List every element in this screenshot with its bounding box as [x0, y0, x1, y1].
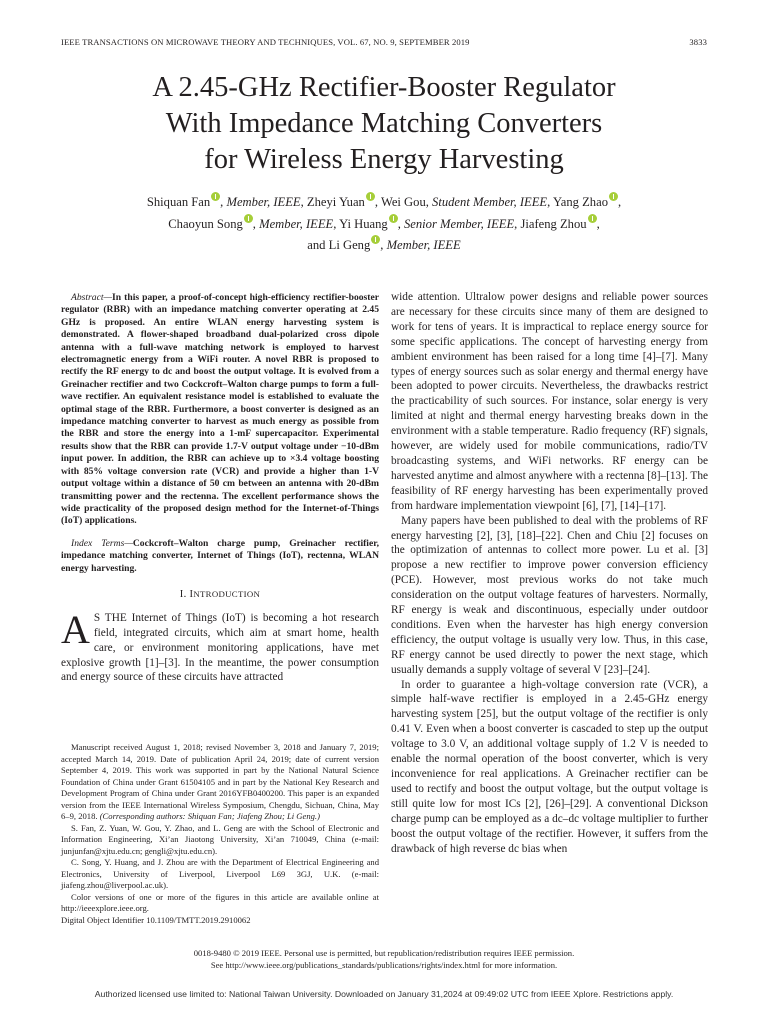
title-line-2: With Impedance Matching Converters [165, 108, 603, 139]
author-name: Yi Huang [339, 216, 388, 231]
body-paragraph: Many papers have been published to deal with the problems of RF energy harvesting [2], [3], [18]–[22]. Chen and Chiu [2] focuses on the optimization of antennas to collect more power. Lu et al. [3] propose a new rectifier to improve power conversion efficiency (PCE). However, most previous works do not take much consideration on the output voltage features of harvesters. Normally, RF energy is weak and discontinuous, especially under outdoor conditions. Even when the harvester has high energy conversion efficiency, the output voltage is usually very low. Thus, in this case, RF energy cannot be used directly to power the next stage, which usually demands a supply voltage of several V [23]–[24]. [391, 514, 708, 676]
abstract [61, 292, 379, 528]
intro-text: Internet of Things (IoT) is becoming a hot research field, integrated circuits, which aim at smart home, health care, or environment monitoring applications, have met explosive growth [1]–[3]. In the meantime, the power consumption and energy source of these circuits have attracted [61, 611, 379, 684]
paper-title [40, 70, 728, 178]
author-role: Student Member, IEEE [432, 195, 548, 209]
orcid-icon[interactable] [371, 235, 380, 244]
left-column [61, 290, 379, 685]
orcid-icon[interactable] [389, 214, 398, 223]
author-role: Member, IEEE [259, 216, 334, 231]
author-role: Senior Member, IEEE [404, 216, 515, 231]
intro-first-word: S THE [93, 611, 127, 624]
index-terms [61, 538, 379, 575]
author-name: Shiquan Fan [146, 195, 211, 209]
abstract-lead: Abstract— [71, 292, 113, 303]
footnote-affiliation: C. Song, Y. Huang, and J. Zhou are with the Department of Electrical Engineering and Electronics, University of Liverpool, Liverpool L69 3GJ, U.K. (e-mail: jiafeng.zhou@liverpool.ac.uk). [61, 857, 379, 890]
author-list: Shiquan Fan , Member, IEEE, Zheyi Yuan , Wei Gou, Student Member, IEEE, Yang Zhao , Chaoyun Song , Member, IEEE, Yi Huang , Senior Member, IEEE, Jiafeng Zhou , and Li Geng , Member, IEEE [80, 192, 688, 257]
title-line-1: A 2.45-GHz Rectifier-Booster Regulator [152, 72, 616, 103]
author-name: Chaoyun Song [168, 216, 243, 231]
body-paragraph: In order to guarantee a high-voltage conversion rate (VCR), a simple half-wave rectifier is employed in a 2.45-GHz energy harvesting system [25], but the output voltage of the rectifier is only 0.41 V. Even when a boost converter is cascaded to step up the output voltage to 3.0 V, an additional voltage supply of 1.2 V is needed to enable the normal operation of the boost converter, which is very inconvenience for real applications. A Greinacher rectifier can be used to rectify and boost the output voltage, but the output voltage is still quite low for most ICs [2], [26]–[29]. A conventional Dickson charge pump can be employed as a dc–dc voltage multiplier to further boost the output voltage of the rectifier. However, it suffers from the drawback of high reverse dc bias when [391, 678, 708, 855]
section-heading [61, 587, 379, 603]
page-number: 3833 [689, 37, 707, 47]
orcid-icon[interactable] [244, 214, 253, 223]
abstract-text: In this paper, a proof-of-concept high-efficiency rectifier-booster regulator (RBR) with an impedance matching converter operating at 2.45 GHz is proposed. An entire WLAN energy harvesting system is demonstrated. A flower-shaped broadband dual-polarized cross dipole antenna with a full-wave matching network is employed to harvest electromagnetic energy from a WiFi router. A novel RBR is proposed to rectify the RF energy to dc and boost the output voltage. It is evolved from a Greinacher rectifier and two Cockcroft–Walton charge pumps to form a full-wave rectifier. An equivalent resistance model is established to evaluate the optimal stage of the RBR. Furthermore, a boost converter is designed as an impedance matching converter to harvest as much energy as possible from the RBR and store the energy into a 1-mF supercapacitor. Experimental results show that the RBR can provide 1.7-V output voltage under −10-dBm input power. In addition, the RBR can achieve up to ×3.4 voltage boosting with 85% voltage conversion rate (VCR) and provide a higher than 1-V output voltage within a distance of 50 cm between an antenna with 20-dBm transmitting power and the rectenna. The excellent performance shows the wide practicality of the proposed design method for the Internet-of-Things (IoT) applications. [61, 292, 379, 527]
author-name: Jiafeng Zhou [520, 216, 587, 231]
orcid-icon[interactable] [211, 192, 220, 201]
orcid-icon[interactable] [609, 192, 618, 201]
author-name: Wei Gou [380, 195, 426, 209]
author-name: Zheyi Yuan [306, 195, 365, 209]
section-title: NTRODUCTION [193, 588, 261, 599]
footnote-color: Color versions of one or more of the figures in this article are available online at http://ieeexplore.ieee.org. [61, 891, 379, 913]
copyright-line-2: See http://www.ieee.org/publications_standards/publications/rights/index.html for more information. [210, 959, 558, 970]
journal-name: IEEE TRANSACTIONS ON MICROWAVE THEORY AND TECHNIQUES, VOL. 67, NO. 9, SEPTEMBER 2019 [61, 37, 470, 47]
footnote-manuscript [61, 742, 379, 823]
title-line-3: for Wireless Energy Harvesting [204, 144, 564, 175]
running-header [61, 37, 707, 51]
footnote-text: Manuscript received August 1, 2018; revised November 3, 2018 and January 7, 2019; accepted March 14, 2019. Date of publication April 24, 2019; date of current version September 4, 2019. This work was supported in part by the National Natural Science Foundation of China under Grant 61504105 and in part by the National Key Research and Development Program of China under Grant 2016YFB0400200. This paper is an expanded version from the IEEE International Wireless Symposium, Chengdu, Sichuan, China, May 6–9, 2018. [61, 742, 379, 821]
section-numeral: I. I [179, 588, 194, 600]
author-name: Li Geng [328, 238, 371, 252]
index-terms-lead: Index Terms— [71, 537, 133, 549]
doi: Digital Object Identifier 10.1109/TMTT.2019.2910062 [61, 914, 251, 925]
footnotes [61, 742, 379, 926]
download-notice: Authorized licensed use limited to: National Taiwan University. Downloaded on January 31,2024 at 09:49:02 UTC from IEEE Xplore. Restrictions apply. [94, 989, 674, 999]
index-terms-text: Cockcroft–Walton charge pump, Greinacher rectifier, impedance matching converter, Internet of Things (IoT), rectenna, WLAN energy harvesting. [61, 537, 379, 574]
orcid-icon[interactable] [366, 192, 375, 201]
footnote-affiliation: S. Fan, Z. Yuan, W. Gou, Y. Zhao, and L. Geng are with the School of Electronic and Information Engineering, Xi’an Jiaotong University, Xi’an 710049, China (e-mail: junjunfan@xjtu.edu.cn; gengli@xjtu.edu.cn). [61, 822, 379, 856]
orcid-icon[interactable] [588, 214, 597, 223]
author-role: Member, IEEE [226, 195, 301, 209]
author-name: Yang Zhao [552, 195, 608, 209]
intro-paragraph [61, 606, 379, 686]
body-paragraph: wide attention. Ultralow power designs and reliable power sources are necessary for these circuits since many of them are designed to work for tens of years. It is impractical to replace energy source for some specific applications. The concept of harvesting energy from ambient environment has been raised for a long time [4]–[7]. Many types of energy sources such as solar energy and thermal energy have been adopted to power circuits. Nevertheless, the drawbacks restrict the practicability of such sources. For instance, solar energy is very limited at night and thermal energy harvesting breaks down in the environment with a stable temperature. Radio frequency (RF) signals, however, are widely used for mobile communications, radio/TV broadcasting systems, and WiFi networks. RF energy can be harvested anytime and almost anywhere with a rectenna [8]–[13]. The feasibility of RF energy harvesting has been experimentally proved from hardware implementation viewpoint [6], [7], [14]–[17]. [391, 291, 708, 512]
copyright-line-1: 0018-9480 © 2019 IEEE. Personal use is permitted, but republication/redistribution requires IEEE permission. [193, 948, 575, 958]
right-column [391, 290, 708, 856]
author-role: Member, IEEE [386, 238, 461, 252]
copyright-notice [61, 948, 707, 971]
drop-cap: A [61, 606, 90, 652]
corresponding-authors: (Corresponding authors: Shiquan Fan; Jiafeng Zhou; Li Geng.) [99, 811, 320, 821]
